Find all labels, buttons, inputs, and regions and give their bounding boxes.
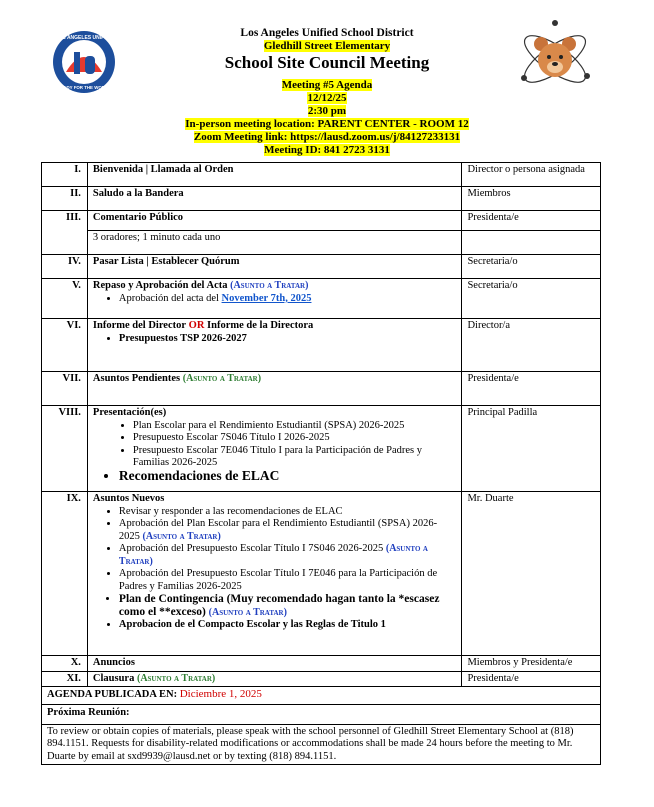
item-title-alt: Informe de la Directora [207,320,314,331]
meeting-date: 12/12/25 [307,92,347,104]
item-number: X. [42,656,88,672]
accommodations-notice: To review or obtain copies of materials, please speak with the school personnel of Gledhill Street Elementary School at (818) 894.1151. Requests for disability-related modifications or accommodations shall be made 24 hours before the meeting to Mr. Duarte by email at sxd9939@lausd.net or by texting (818) 894.1151. [42,724,601,765]
item-responsible: Secretaria/o [462,279,601,319]
agenda-row [42,671,601,687]
action-tag: (Asunto a Tratar) [142,530,221,542]
agenda-row [42,211,601,231]
item-responsible: Director/a [462,319,601,372]
list-item: • Presupuesto Escolar 7E046 Título I para la Participación de Padres y Familias 2026-2025 [133,445,457,470]
item-responsible: Mr. Duarte [462,492,601,656]
list-item [119,293,457,306]
item-responsible: Miembros [462,187,601,211]
item-responsible: Miembros y Presidenta/e [462,656,601,672]
list-item [119,543,457,568]
action-tag: (Asunto a Tratar) [136,672,216,684]
item-responsible: Presidenta/e [462,372,601,406]
agenda-row [42,187,601,211]
document-header [0,27,654,157]
item-responsible: Principal Padilla [462,406,601,492]
logo-top-text: LOS ANGELES UNIFIED [55,35,113,41]
item-number: IX. [42,492,88,656]
item-responsible: Director o persona asignada [462,163,601,187]
list-item: • Aprobacion de el Compacto Escolar y las Reglas de Titulo 1 [119,619,457,632]
item-title: Saludo a la Bandera [87,187,462,211]
agenda-table [41,162,601,765]
bullet-text: Aprobación del acta del [118,292,219,304]
item-number: III. [42,211,88,255]
next-meeting-row [42,705,601,725]
agenda-row [42,406,601,492]
school-name: Gledhill Street Elementary [263,40,391,52]
agenda-row [42,279,601,319]
list-item [119,593,457,619]
item-title: Asuntos Pendientes [92,373,181,384]
item-number: I. [42,163,88,187]
item-number: V. [42,279,88,319]
item-title: Anuncios [87,656,462,672]
item-number: XI. [42,671,88,687]
zoom-link[interactable]: Zoom Meeting link: https://lausd.zoom.us/j/84127233131 [193,131,461,143]
agenda-row [42,319,601,372]
item-responsible: Presidenta/e [462,211,601,231]
item-number: IV. [42,255,88,279]
list-item: • Recomendaciones de ELAC [119,470,457,483]
list-item: • Revisar y responder a las recomendaciones de ELAC [119,506,457,519]
action-tag: (Asunto a Tratar) [230,280,309,291]
item-title: Presentación(es) [92,407,167,418]
item-note: 3 oradores; 1 minuto cada uno [87,231,462,255]
list-item: • Plan Escolar para el Rendimiento Estudiantil (SPSA) 2026-2025 [133,420,457,433]
bullet-text: Plan de Contingencia (Muy recomendado hagan tanto la *escasez como el **exceso) [118,593,440,618]
posted-date: Diciembre 1, 2025 [179,688,262,700]
notice-row [42,724,601,765]
action-tag: (Asunto a Tratar) [182,373,262,384]
bullet-text: Aprobación del Presupuesto Escolar Título I 7S046 2026-2025 [118,543,384,554]
item-number: VII. [42,372,88,406]
page-title: School Site Council Meeting [224,53,430,72]
agenda-row [42,492,601,656]
district-name: Los Angeles Unified School District [240,27,414,39]
item-title: Repaso y Aprobación del Acta [92,280,228,291]
meeting-location: In-person meeting location: PARENT CENTER - ROOM 12 [185,118,469,130]
posted-row [42,687,601,705]
item-number: VIII. [42,406,88,492]
or-text: OR [188,320,205,331]
agenda-row [42,163,601,187]
agenda-row [42,255,601,279]
logo-bottom-text: READY FOR THE WORLD [57,85,111,90]
action-tag: (Asunto a Tratar) [208,606,287,618]
item-title: Clausura [92,672,135,684]
item-title: Pasar Lista | Establecer Quórum [87,255,462,279]
list-item: • Presupuesto Escolar 7S046 Título I 2026-2025 [133,432,457,445]
item-responsible: Presidenta/e [462,671,601,687]
meeting-number: Meeting #5 Agenda [281,79,373,91]
item-responsible: Secretaria/o [462,255,601,279]
minutes-link[interactable]: November 7th, 2025 [221,292,312,304]
item-title: Asuntos Nuevos [92,493,165,504]
meeting-id: Meeting ID: 841 2723 3131 [264,144,390,156]
agenda-row [42,231,601,255]
agenda-row [42,372,601,406]
item-title: Bienvenida | Llamada al Orden [87,163,462,187]
list-item [119,518,457,543]
item-number: VI. [42,319,88,372]
bullet-text: Aprobación del Plan Escolar para el Rendimiento Estudiantil (SPSA) 2026-2025 [118,518,438,542]
posted-label: AGENDA PUBLICADA EN: [47,689,178,700]
list-item: • Presupuestos TSP 2026-2027 [119,333,457,346]
item-number: II. [42,187,88,211]
next-meeting-label: Próxima Reunión: [47,707,130,718]
item-title: Comentario Público [87,211,462,231]
item-title: Informe del Director [92,320,187,331]
meeting-time: 2:30 pm [307,105,347,117]
agenda-row [42,656,601,672]
action-tag: (Asunto a Tratar) [118,543,428,567]
list-item: • Aprobación del Presupuesto Escolar Título I 7E046 para la Participación de Padres y Familias 2026-2025 [119,568,457,593]
